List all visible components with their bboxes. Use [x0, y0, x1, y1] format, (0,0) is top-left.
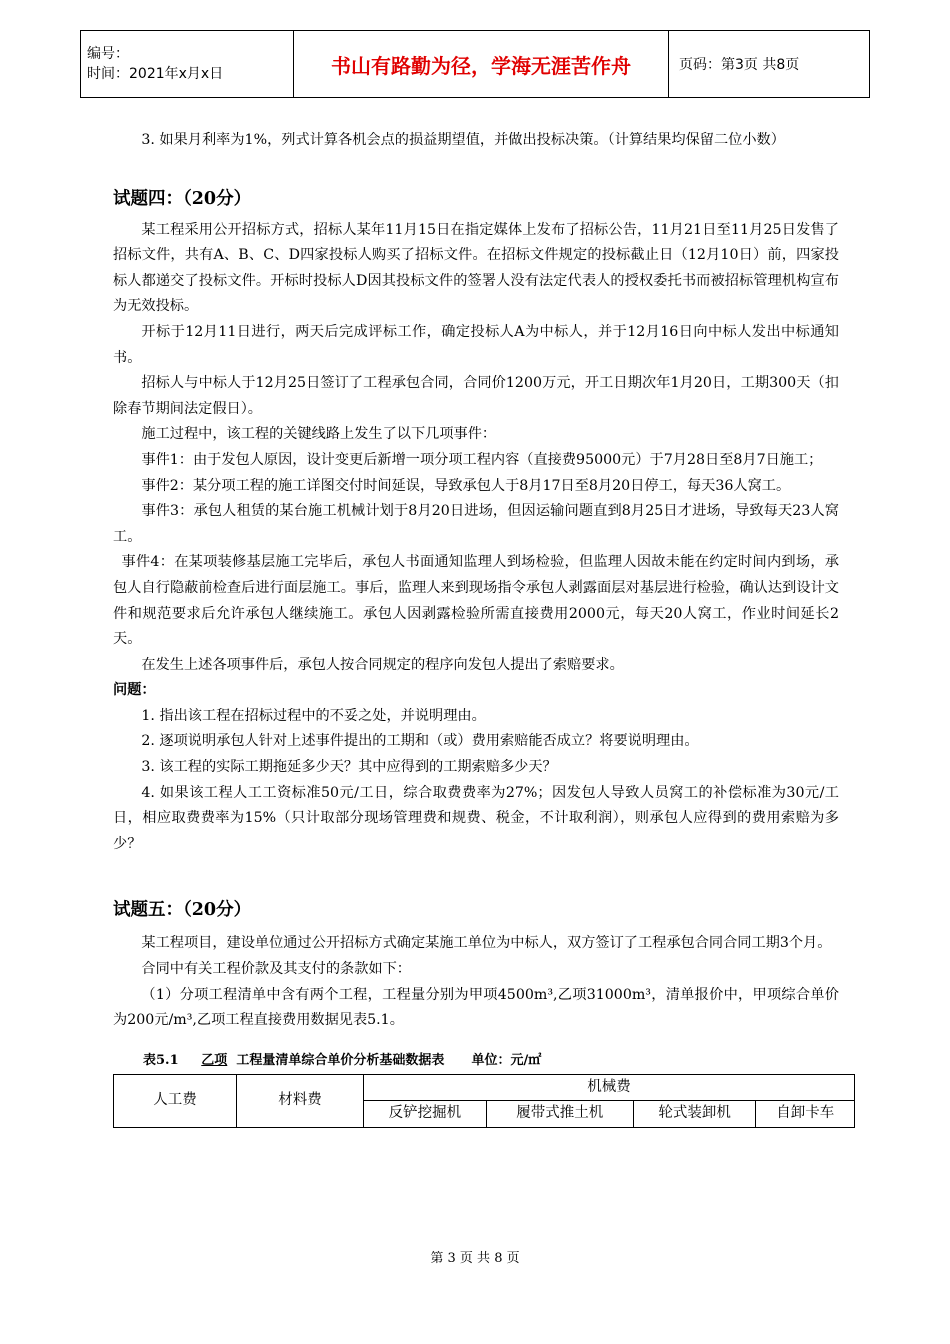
s4-question-4: 4. 如果该工程人工工资标准50元/工日，综合取费费率为27%；因发包人导致人员窝工的补偿标准为30元/工日，相应取费费率为15%（只计取部分现场管理费和规费、税金，不计取利润），则承包人应得到的费用索赔为多少？: [113, 784, 839, 852]
q3-item-3: 3. 如果月利率为1%，列式计算各机会点的损益期望值，并做出投标决策。（计算结果均保留二位小数）: [141, 132, 785, 148]
caption-text: 工程量清单综合单价分析基础数据表: [236, 1052, 445, 1068]
col-machine-excavator: 反铲挖掘机: [364, 1101, 487, 1128]
col-material: 材料费: [237, 1074, 364, 1127]
col-machine-dump-truck: 自卸卡车: [756, 1101, 855, 1128]
s4-question-3: 3. 该工程的实际工期拖延多少天？其中应得到的工期索赔多少天？: [141, 759, 557, 776]
s4-question-2: 2. 逐项说明承包人针对上述事件提出的工期和（或）费用索赔能否成立？将要说明理由。: [141, 733, 699, 750]
s4-question-1: 1. 指出该工程在招标过程中的不妥之处，并说明理由。: [141, 707, 486, 724]
col-machine-bulldozer: 履带式推土机: [486, 1101, 633, 1128]
page-header: [80, 30, 870, 98]
s4-paragraph-1: 某工程采用公开招标方式，招标人某年11月15日在指定媒体上发布了招标公告，11月21日至11月25日发售了招标文件，共有A、B、C、D四家投标人购买了招标文件。在招标文件规定的投标截止日（12月10日）前，四家投标人都递交了投标文件。开标时投标人D因其投标文件的签署人没有法定代表人的授权委托书而被招标管理机构宣布为无效投标。: [113, 221, 839, 315]
header-page-number: 页码：第3页 共8页: [669, 31, 870, 98]
document-body: [113, 128, 839, 1128]
caption-number: 表5.1: [143, 1052, 179, 1068]
table-5-1: [113, 1074, 855, 1128]
s5-paragraph-2: 合同中有关工程价款及其支付的条款如下：: [141, 961, 411, 978]
col-machine: 机械费: [364, 1074, 855, 1101]
page-footer: 第 3 页 共 8 页: [430, 1251, 520, 1266]
table-5-1-caption: [113, 1052, 839, 1070]
section-5-title: 试题五：（20分）: [113, 900, 252, 921]
caption-unit: 单位：元/㎡: [471, 1052, 542, 1068]
s5-paragraph-3: （1）分项工程清单中含有两个工程，工程量分别为甲项4500m³,乙项31000m³，清单报价中，甲项综合单价为200元/m³,乙项工程直接费用数据见表5.1。: [113, 986, 839, 1029]
col-labor: 人工费: [114, 1074, 237, 1127]
code-label: 编号：: [87, 46, 129, 62]
s4-event-3: 事件3：承包人租赁的某台施工机械计划于8月20日进场，但因运输问题直到8月25日才进场，导致每天23人窝工。: [113, 503, 839, 545]
section-4-title: 试题四：（20分）: [113, 188, 252, 209]
time-label: 时间：2021年x月x日: [87, 66, 224, 82]
s5-paragraph-1: 某工程项目，建设单位通过公开招标方式确定某施工单位为中标人，双方签订了工程承包合同合同工期3个月。: [141, 935, 832, 952]
header-motto: 书山有路勤为径，学海无涯苦作舟: [294, 31, 669, 98]
header-info: [81, 31, 294, 98]
s4-paragraph-2: 开标于12月11日进行，两天后完成评标工作，确定投标人A为中标人，并于12月16日向中标人发出中标通知书。: [113, 323, 839, 366]
s4-paragraph-5: 在发生上述各项事件后，承包人按合同规定的程序向发包人提出了索赔要求。: [141, 656, 624, 673]
col-machine-loader: 轮式装卸机: [633, 1101, 756, 1128]
caption-item: 乙项: [201, 1052, 228, 1068]
s4-event-4: 事件4：在某项装修基层施工完毕后，承包人书面通知监理人到场检验，但监理人因故未能在约定时间内到场，承包人自行隐蔽前检查后进行面层施工。事后，监理人来到现场指令承包人剥露面层对基层进行检验，确认达到设计文件和规范要求后允许承包人继续施工。承包人因剥露检验所需直接费用2000元，每天20人窝工，作业时间延长2天。: [113, 554, 839, 648]
s4-paragraph-3: 招标人与中标人于12月25日签订了工程承包合同，合同价1200万元，开工日期次年1月20日，工期300天（扣除春节期间法定假日）。: [113, 375, 839, 417]
s4-event-1: 事件1：由于发包人原因，设计变更后新增一项分项工程内容（直接费95000元）于7月28日至8月7日施工；: [141, 451, 823, 468]
s4-questions-label: 问题：: [113, 682, 156, 699]
s4-event-2: 事件2：某分项工程的施工详图交付时间延误，导致承包人于8月17日至8月20日停工，每天36人窝工。: [141, 477, 791, 494]
s4-paragraph-4: 施工过程中，该工程的关键线路上发生了以下几项事件：: [141, 426, 497, 443]
